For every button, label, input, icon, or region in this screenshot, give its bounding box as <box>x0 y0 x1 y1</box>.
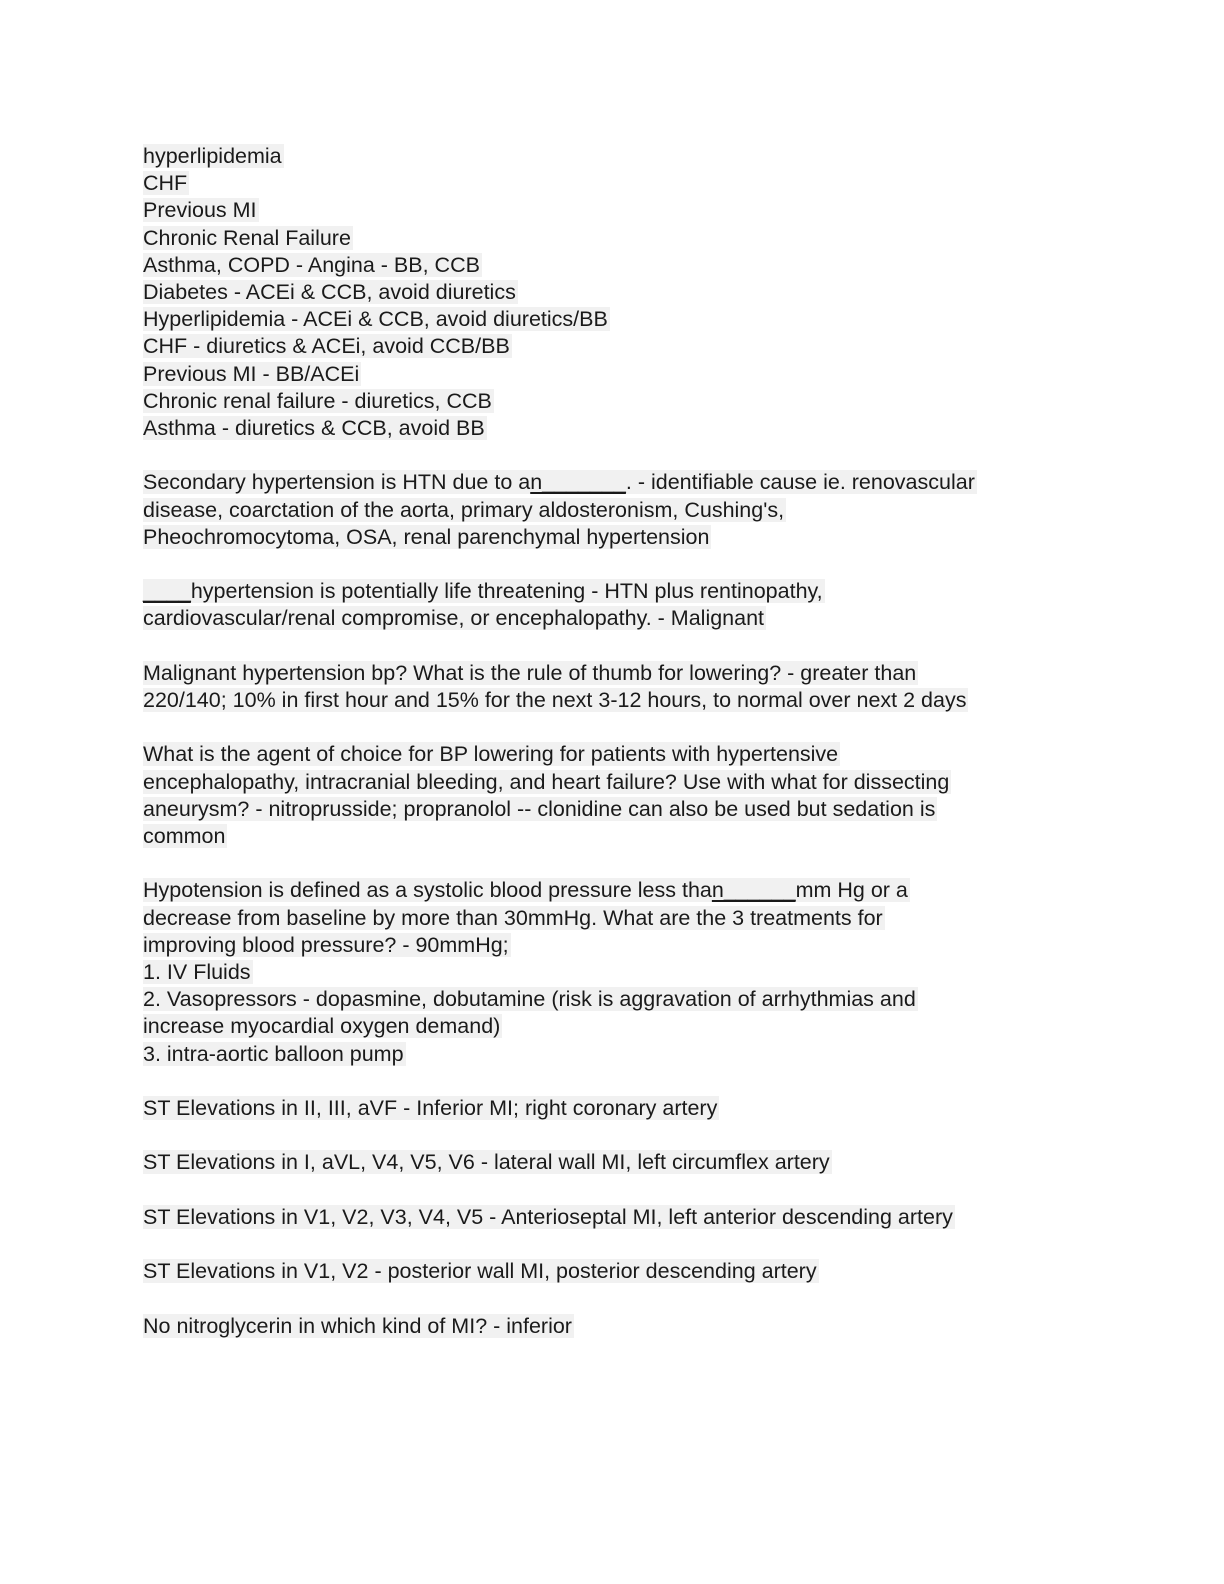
condition-list <box>143 143 1083 442</box>
fill-in-blank: n______ <box>711 878 796 903</box>
document-page <box>143 143 1083 1340</box>
list-item: hyperlipidemia <box>143 144 282 168</box>
flashcard-agent-of-choice: What is the agent of choice for BP lowering for patients with hypertensive encephalopathy, intracranial bleeding, and heart failure? Use with what for dissecting aneurysm? - nitroprusside; propranolol -- clonidine can also be used but sedation is common <box>143 742 950 849</box>
flashcard-nitroglycerin: No nitroglycerin in which kind of MI? - inferior <box>143 1313 572 1338</box>
list-item: CHF - diuretics & ACEi, avoid CCB/BB <box>143 334 510 359</box>
flashcard-posterior-mi: ST Elevations in V1, V2 - posterior wall MI, posterior descending artery <box>143 1259 817 1284</box>
list-item: Diabetes - ACEi & CCB, avoid diuretics <box>143 280 516 305</box>
list-item: Hyperlipidemia - ACEi & CCB, avoid diuretics/BB <box>143 307 608 332</box>
flashcard-lateral-mi: ST Elevations in I, aVL, V4, V5, V6 - lateral wall MI, left circumflex artery <box>143 1150 830 1175</box>
list-item: Asthma, COPD - Angina - BB, CCB <box>143 252 480 277</box>
fill-in-blank: n_______ <box>530 470 626 495</box>
list-item: Previous MI <box>143 198 257 223</box>
flashcard-anterioseptal-mi: ST Elevations in V1, V2, V3, V4, V5 - Anterioseptal MI, left anterior descending artery <box>143 1204 953 1229</box>
list-item: Chronic Renal Failure <box>143 225 351 250</box>
list-item: CHF <box>143 171 188 196</box>
flashcard-malignant-hypertension: ____hypertension is potentially life threatening - HTN plus rentinopathy, cardiovascular/renal compromise, or encephalopathy. - Malignant <box>143 579 823 631</box>
flashcard-inferior-mi: ST Elevations in II, III, aVF - Inferior MI; right coronary artery <box>143 1096 718 1121</box>
list-item: Chronic renal failure - diuretics, CCB <box>143 388 492 413</box>
flashcard-malignant-bp: Malignant hypertension bp? What is the rule of thumb for lowering? - greater than 220/140; 10% in first hour and 15% for the next 3-12 hours, to normal over next 2 days <box>143 660 967 713</box>
flashcard-secondary-hypertension: Secondary hypertension is HTN due to an_______. - identifiable cause ie. renovascular disease, coarctation of the aorta, primary aldosteronism, Cushing's, Pheochromocytoma, OSA, renal parenchymal hypertension <box>143 470 975 549</box>
list-item: Previous MI - BB/ACEi <box>143 361 360 386</box>
list-item: Asthma - diuretics & CCB, avoid BB <box>143 416 485 441</box>
fill-in-blank: ____ <box>143 579 191 604</box>
flashcard-hypotension: Hypotension is defined as a systolic blood pressure less than______mm Hg or a decrease from baseline by more than 30mmHg. What are the 3 treatments for improving blood pressure? - 90mmHg; 1. IV Fluids 2. Vasopressors - dopasmine, dobutamine (risk is aggravation of arrhythmias and increase myocardial oxygen demand) 3. intra-aortic balloon pump <box>143 878 916 1066</box>
